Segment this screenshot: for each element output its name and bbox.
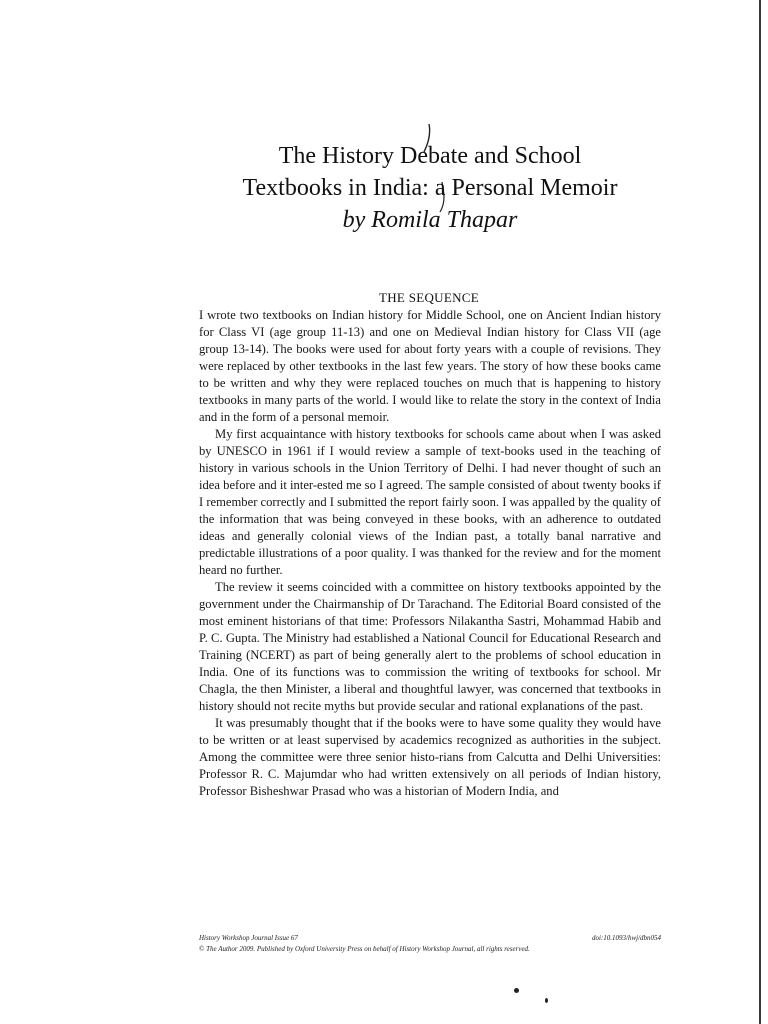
body-paragraph: The review it seems coincided with a committee on history textbooks appointed by the government under the Chairmanship of Dr Tarachand. The Editorial Board consisted of the most eminent historians of that time: Professors Nilakantha Sastri, Mohammad Habib and P. C. Gupta. The Ministry had established a National Council for Educational Research and Training (NCERT) as part of being generally alert to the problems of school education in India. One of its functions was to commission the writing of textbooks for school. Mr Chagla, the then Minister, a liberal and thoughtful lawyer, was concerned that textbooks in history should not recite myths but provide secular and rational explanations of the past. <box>199 580 661 713</box>
article-body <box>199 307 661 800</box>
body-paragraph: It was presumably thought that if the books were to have some quality they would have to be written or at least supervised by academics recognized as authorities in the subject. Among the committee were three senior histo-rians from Calcutta and Delhi Universities: Professor R. C. Majumdar who had written extensively on all periods of Indian history, Professor Bisheshwar Prasad who was a historian of Modern India, and <box>199 716 661 798</box>
article-title-line-1: The History Debate and School <box>278 143 582 169</box>
article-title-block <box>190 140 670 236</box>
author-byline: by Romila Thapar <box>342 207 518 233</box>
doi-text: doi:10.1093/hwj/dbn054 <box>591 934 661 942</box>
scan-speck <box>514 988 519 993</box>
copyright-notice: © The Author 2009. Published by Oxford University Press on behalf of History Workshop Journal, all rights reserved. <box>199 945 530 953</box>
body-paragraph: I wrote two textbooks on Indian history for Middle School, one on Ancient Indian history for Class VI (age group 11-13) and one on Medieval Indian history for Class VII (age group 13-14). The books were used for about forty years with a couple of revisions. They were replaced by other textbooks in the last few years. The story of how these books came to be written and why they were replaced touches on much that is happening to history textbooks in many parts of the world. I would like to relate the story in the context of India and in the form of a personal memoir. <box>199 308 661 424</box>
page-footer <box>199 933 661 955</box>
section-heading: THE SEQUENCE <box>378 290 479 305</box>
scan-speck <box>545 998 548 1003</box>
scan-edge-line <box>759 0 761 1024</box>
body-paragraph: My first acquaintance with history textbooks for schools came about when I was asked by UNESCO in 1961 if I would review a sample of text-books used in the teaching of history in various schools in the Union Territory of Delhi. I had never thought of such an idea before and it inter-ested me so I agreed. The sample consisted of about twenty books if I remember correctly and I submitted the report fairly soon. I was appalled by the quality of the information that was being conveyed in these books, with an adherence to outdated ideas and generally colonial views of the Indian past, a totally banal narrative and predictable illustrations of a poor quality. I was thanked for the review and for the moment heard no further. <box>199 427 661 577</box>
journal-issue: History Workshop Journal Issue 67 <box>199 934 298 942</box>
article-title-line-2: Textbooks in India: a Personal Memoir <box>242 175 618 201</box>
